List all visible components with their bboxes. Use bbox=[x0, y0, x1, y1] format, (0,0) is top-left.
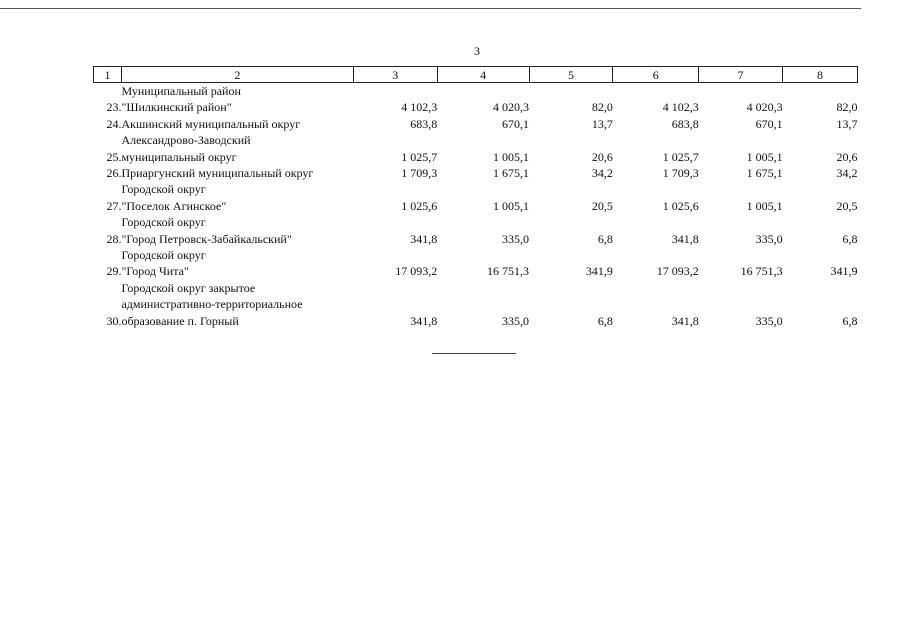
value-cell: 4 020,3 bbox=[746, 100, 783, 115]
municipality-name-line: Городской округ bbox=[121, 215, 206, 230]
municipality-name-line: "Город Чита" bbox=[121, 264, 189, 279]
municipality-name-line: образование п. Горный bbox=[121, 313, 239, 328]
value-cell: 13,7 bbox=[591, 116, 613, 131]
row-index: 25. bbox=[106, 149, 122, 164]
column-header: 4 bbox=[437, 67, 529, 83]
value-cell: 1 005,1 bbox=[746, 198, 783, 213]
value-cell: 17 093,2 bbox=[395, 264, 438, 279]
value-cell: 13,7 bbox=[836, 116, 858, 131]
value-cell: 683,8 bbox=[671, 116, 699, 131]
value-cell: 670,1 bbox=[502, 116, 530, 131]
value-cell: 1 675,1 bbox=[746, 166, 783, 181]
table-row bbox=[94, 116, 858, 132]
end-of-table-rule bbox=[432, 353, 516, 354]
value-cell: 1 025,7 bbox=[401, 149, 438, 164]
value-cell: 335,0 bbox=[502, 231, 530, 246]
municipality-name-line: "Шилкинский район" bbox=[121, 100, 232, 115]
municipality-name bbox=[121, 280, 353, 329]
row-index: 26. bbox=[106, 166, 122, 181]
table-row bbox=[94, 165, 858, 181]
value-cell: 341,9 bbox=[830, 264, 858, 279]
value-cell: 1 005,1 bbox=[746, 149, 783, 164]
table-row bbox=[94, 132, 858, 165]
table-row bbox=[94, 280, 858, 329]
municipality-name-line: Приаргунский муниципальный округ bbox=[121, 166, 314, 181]
column-header: 8 bbox=[783, 67, 858, 83]
municipality-name-line: Городской округ bbox=[121, 248, 206, 263]
value-cell: 1 709,3 bbox=[662, 166, 699, 181]
table-row bbox=[94, 83, 858, 116]
row-index: 29. bbox=[106, 264, 122, 279]
value-cell: 4 020,3 bbox=[493, 100, 530, 115]
value-cell: 34,2 bbox=[591, 166, 613, 181]
value-cell: 1 709,3 bbox=[401, 166, 438, 181]
municipality-name bbox=[121, 132, 353, 165]
column-header: 7 bbox=[699, 67, 783, 83]
municipality-name-line: Александрово-Заводский bbox=[121, 133, 251, 148]
value-cell: 335,0 bbox=[502, 313, 530, 328]
table-row bbox=[94, 214, 858, 247]
column-header: 2 bbox=[121, 67, 353, 83]
value-cell: 82,0 bbox=[836, 100, 858, 115]
value-cell: 1 005,1 bbox=[493, 198, 530, 213]
municipality-name-line: муниципальный округ bbox=[121, 149, 237, 164]
value-cell: 1 005,1 bbox=[493, 149, 530, 164]
value-cell: 341,9 bbox=[585, 264, 613, 279]
value-cell: 341,8 bbox=[410, 313, 438, 328]
budget-table bbox=[93, 66, 858, 329]
municipality-name bbox=[121, 116, 353, 132]
row-index: 30. bbox=[106, 313, 122, 328]
value-cell: 4 102,3 bbox=[401, 100, 438, 115]
value-cell: 341,8 bbox=[410, 231, 438, 246]
municipality-name bbox=[121, 214, 353, 247]
row-index: 23. bbox=[106, 100, 122, 115]
row-index: 24. bbox=[106, 116, 122, 131]
value-cell: 670,1 bbox=[755, 116, 783, 131]
municipality-name bbox=[121, 83, 353, 116]
municipality-name-line: "Поселок Агинское" bbox=[121, 198, 227, 213]
value-cell: 34,2 bbox=[836, 166, 858, 181]
municipality-name-line: "Город Петровск-Забайкальский" bbox=[121, 231, 292, 246]
value-cell: 6,8 bbox=[842, 231, 858, 246]
value-cell: 1 675,1 bbox=[493, 166, 530, 181]
value-cell: 341,8 bbox=[671, 231, 699, 246]
column-header: 6 bbox=[613, 67, 699, 83]
value-cell: 335,0 bbox=[755, 231, 783, 246]
table-body bbox=[94, 83, 858, 330]
municipality-name-line: административно-территориальное bbox=[121, 297, 303, 312]
municipality-name-line: Городской округ закрытое bbox=[121, 280, 256, 295]
value-cell: 6,8 bbox=[597, 313, 613, 328]
value-cell: 16 751,3 bbox=[740, 264, 783, 279]
page-number: 3 bbox=[474, 44, 480, 58]
value-cell: 16 751,3 bbox=[487, 264, 530, 279]
value-cell: 20,5 bbox=[591, 198, 613, 213]
value-cell: 4 102,3 bbox=[662, 100, 699, 115]
value-cell: 20,6 bbox=[591, 149, 613, 164]
value-cell: 1 025,6 bbox=[662, 198, 699, 213]
row-index: 27. bbox=[106, 198, 122, 213]
value-cell: 683,8 bbox=[410, 116, 438, 131]
value-cell: 6,8 bbox=[597, 231, 613, 246]
value-cell: 82,0 bbox=[591, 100, 613, 115]
municipality-name-line: Городской округ bbox=[121, 182, 206, 197]
value-cell: 20,5 bbox=[836, 198, 858, 213]
table-row bbox=[94, 181, 858, 214]
value-cell: 20,6 bbox=[836, 149, 858, 164]
municipality-name bbox=[121, 181, 353, 214]
column-header: 3 bbox=[353, 67, 437, 83]
value-cell: 1 025,7 bbox=[662, 149, 699, 164]
row-index: 28. bbox=[106, 231, 122, 246]
municipality-name-line: Акшинский муниципальный округ bbox=[121, 116, 301, 131]
value-cell: 341,8 bbox=[671, 313, 699, 328]
value-cell: 17 093,2 bbox=[656, 264, 699, 279]
top-rule bbox=[0, 8, 861, 9]
municipality-name-line: Муниципальный район bbox=[121, 84, 241, 98]
value-cell: 335,0 bbox=[755, 313, 783, 328]
column-number-row bbox=[94, 67, 858, 83]
municipality-name bbox=[121, 247, 353, 280]
column-header: 5 bbox=[529, 67, 613, 83]
value-cell: 6,8 bbox=[842, 313, 858, 328]
column-header: 1 bbox=[94, 67, 122, 83]
municipality-name bbox=[121, 165, 353, 181]
value-cell: 1 025,6 bbox=[401, 198, 438, 213]
table-row bbox=[94, 247, 858, 280]
